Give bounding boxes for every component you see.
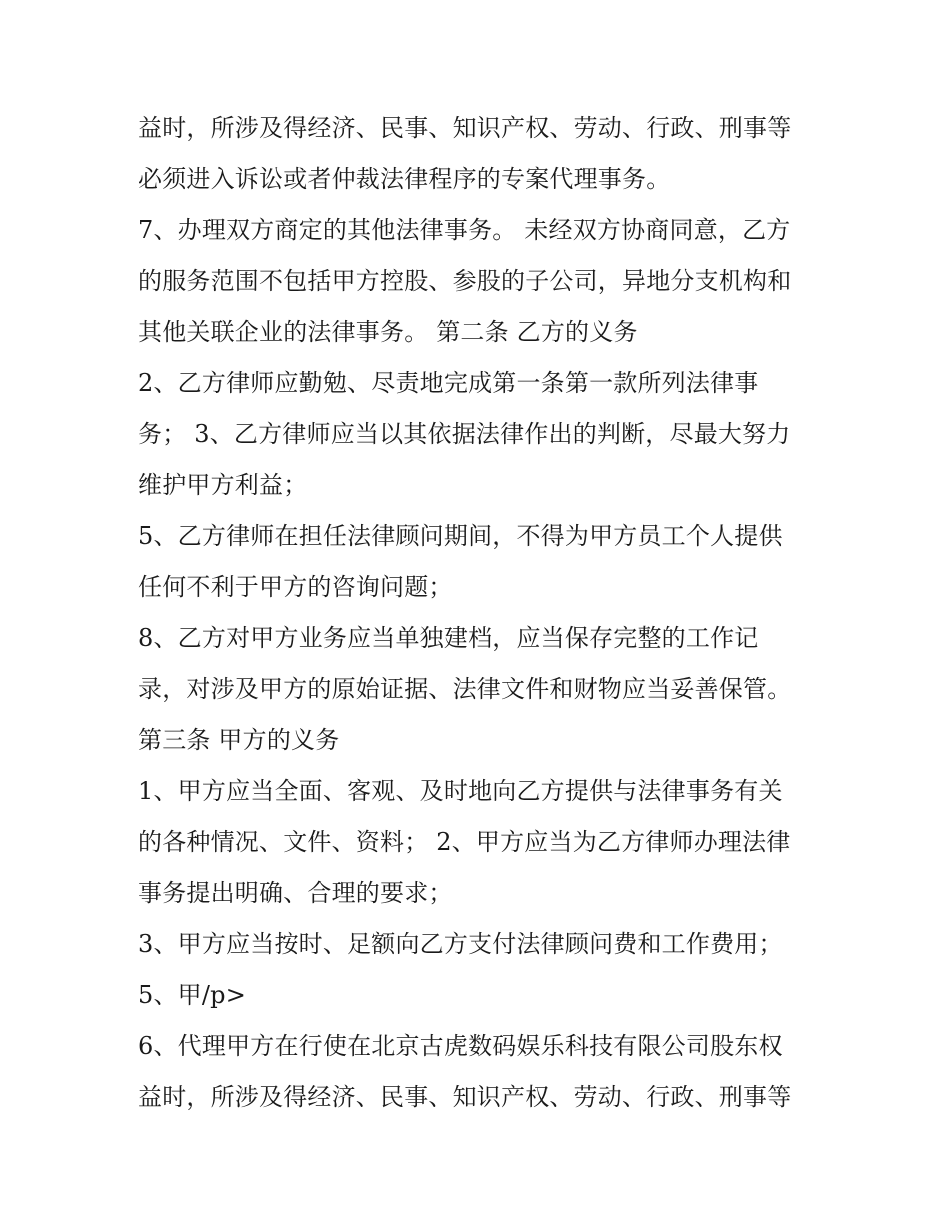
text-line: 维护甲方利益；	[138, 471, 308, 499]
text-line: 6、代理甲方在行使在北京古虎数码娱乐科技有限公司股东权	[138, 1032, 783, 1060]
text-line: 5、乙方律师在担任法律顾问期间，不得为甲方员工个人提供	[138, 522, 783, 550]
text-line: 事务提出明确、合理的要求；	[138, 879, 453, 907]
text-line: 必须进入诉讼或者仲裁法律程序的专案代理事务。	[138, 165, 671, 193]
text-line: 益时，所涉及得经济、民事、知识产权、劳动、行政、刑事等	[138, 1083, 792, 1111]
text-line: 2、乙方律师应勤勉、尽责地完成第一条第一款所列法律事	[138, 369, 759, 397]
text-line: 的各种情况、文件、资料； 2、甲方应当为乙方律师办理法律	[138, 828, 791, 856]
text-line: 5、甲/p>	[138, 981, 247, 1009]
text-line: 1、甲方应当全面、客观、及时地向乙方提供与法律事务有关	[138, 777, 783, 805]
text-line: 其他关联企业的法律事务。 第二条 乙方的义务	[138, 318, 638, 346]
document-body	[138, 103, 828, 1123]
text-line: 8、乙方对甲方业务应当单独建档，应当保存完整的工作记	[138, 624, 759, 652]
text-line: 益时，所涉及得经济、民事、知识产权、劳动、行政、刑事等	[138, 114, 792, 142]
section-heading: 第三条 甲方的义务	[138, 726, 340, 754]
text-line: 的服务范围不包括甲方控股、参股的子公司，异地分支机构和	[138, 267, 792, 295]
text-line: 3、甲方应当按时、足额向乙方支付法律顾问费和工作费用；	[138, 930, 783, 958]
text-line: 录，对涉及甲方的原始证据、法律文件和财物应当妥善保管。	[138, 675, 792, 703]
text-line: 任何不利于甲方的咨询问题；	[138, 573, 453, 601]
text-line: 7、办理双方商定的其他法律事务。 未经双方协商同意，乙方	[138, 216, 791, 244]
text-line: 务； 3、乙方律师应当以其依据法律作出的判断，尽最大努力	[138, 420, 791, 448]
